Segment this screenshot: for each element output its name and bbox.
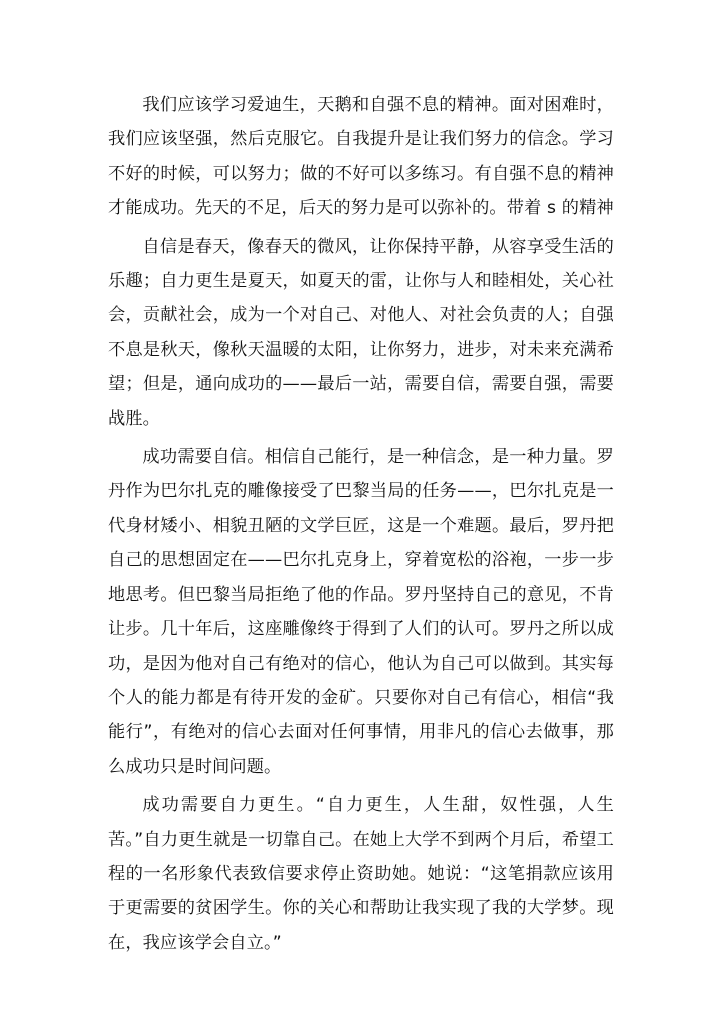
document-page [108,88,614,964]
paragraph-seasons: 自信是春天，像春天的微风，让你保持平静，从容享受生活的乐趣；自力更生是夏天，如夏天的雷，让你与人和睦相处，关心社会，贡献社会，成为一个对自己、对他人、对社会负责的人；自强不息是秋天，像秋天温暖的太阳，让你努力，进步，对未来充满希望；但是，通向成功的——最后一站，需要自信，需要自强，需要战胜。 [108,236,614,429]
paragraph-self-reliance: 成功需要自力更生。“自力更生，人生甜，奴性强，人生苦。”自力更生就是一切靠自己。在她上大学不到两个月后，希望工程的一名形象代表致信要求停止资助她。她说：“这笔捐款应该用于更需要的贫困学生。你的关心和帮助让我实现了我的大学梦。现在，我应该学会自立。” [108,795,614,953]
paragraph-edison-spirit: 我们应该学习爱迪生，天鹅和自强不息的精神。面对困难时，我们应该坚强，然后克服它。自我提升是让我们努力的信念。学习不好的时候，可以努力；做的不好可以多练习。有自强不息的精神才能成功。先天的不足，后天的努力是可以弥补的。带着 s 的精神 [108,95,614,219]
paragraph-confidence-rodin: 成功需要自信。相信自己能行，是一种信念，是一种力量。罗丹作为巴尔扎克的雕像接受了巴黎当局的任务——，巴尔扎克是一代身材矮小、相貌丑陋的文学巨匠，这是一个难题。最后，罗丹把自己的思想固定在——巴尔扎克身上，穿着宽松的浴袍，一步一步地思考。但巴黎当局拒绝了他的作品。罗丹坚持自己的意见，不肯让步。几十年后，这座雕像终于得到了人们的认可。罗丹之所以成功，是因为他对自己有绝对的信心，他认为自己可以做到。其实每个人的能力都是有待开发的金矿。只要你对自己有信心，相信“我能行”，有绝对的信心去面对任何事情，用非凡的信心去做事，那么成功只是时间问题。 [108,447,614,777]
